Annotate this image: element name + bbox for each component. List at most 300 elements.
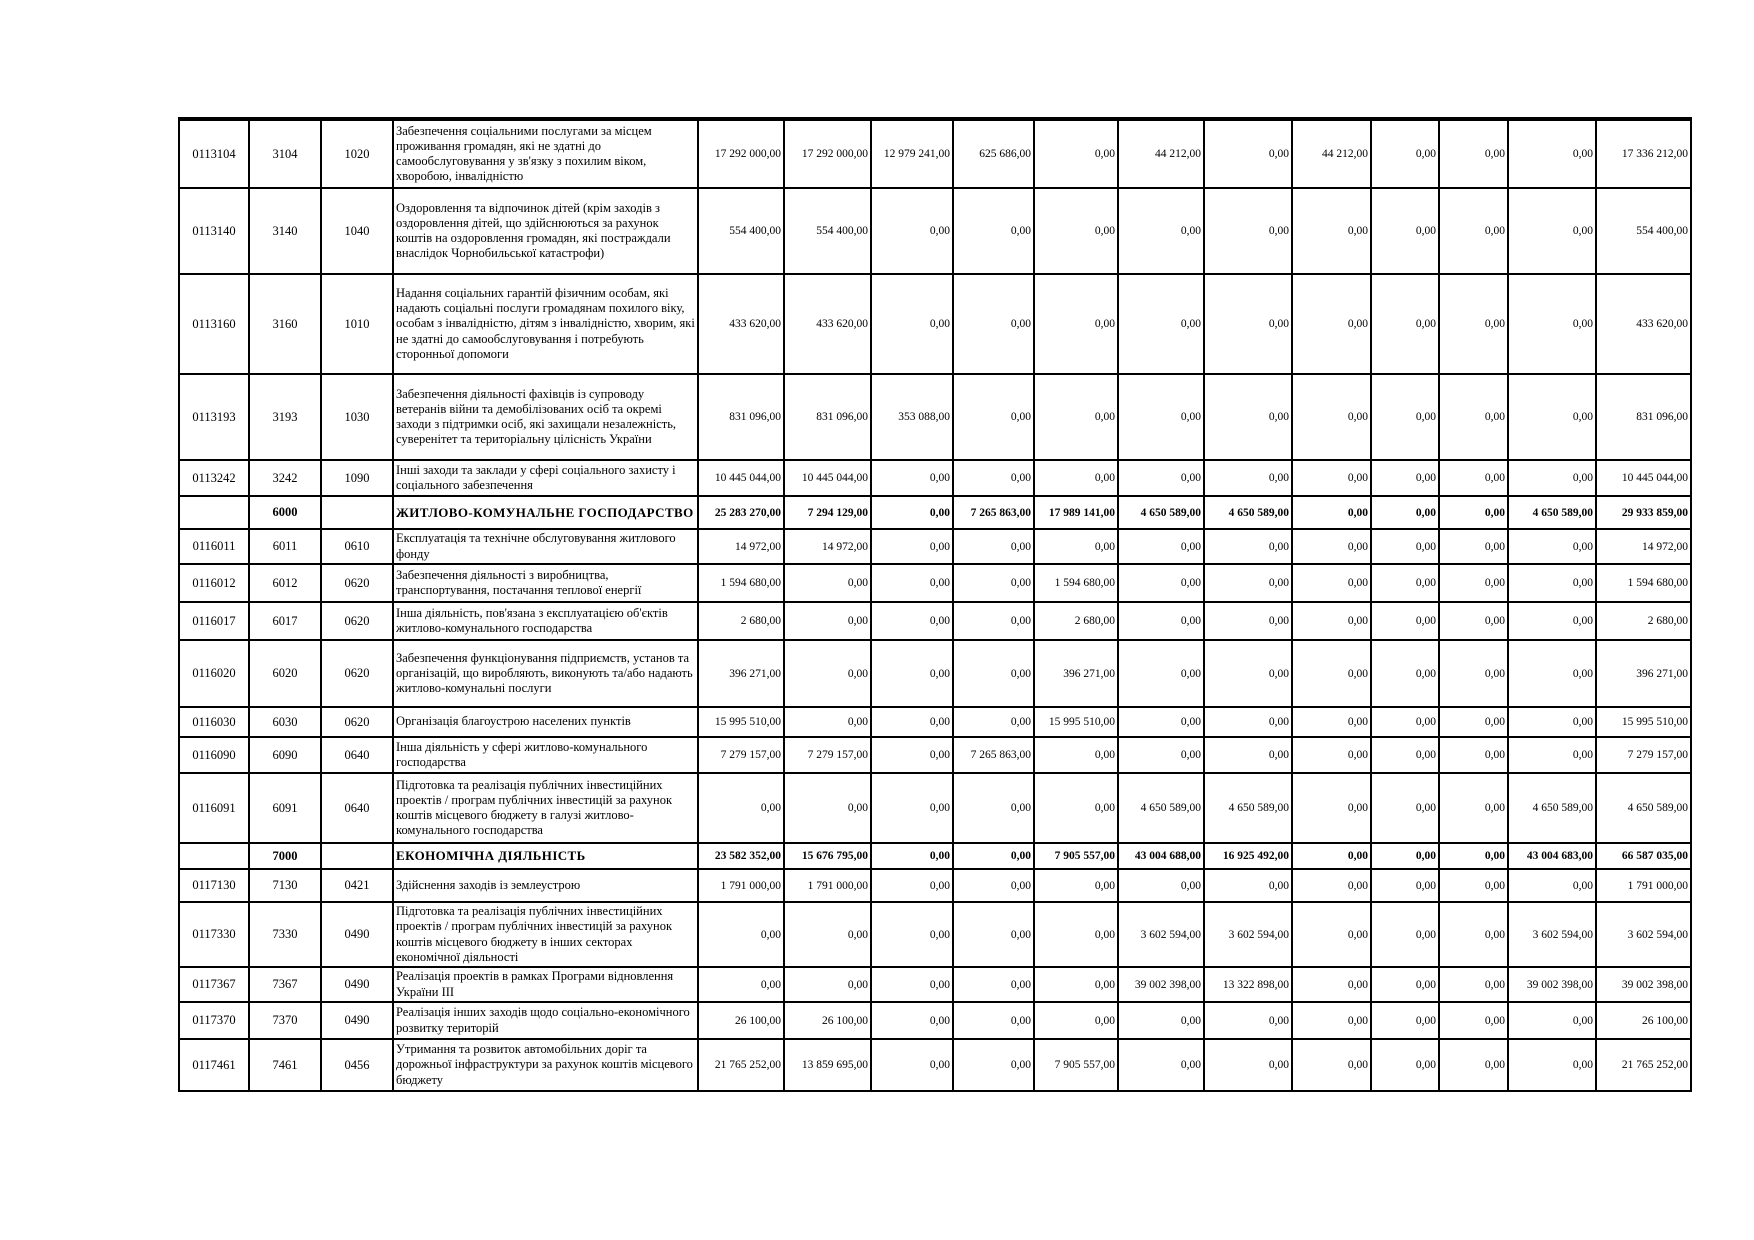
amount-cell: 0,00 (1118, 374, 1204, 460)
fk-code-cell: 1020 (321, 119, 393, 188)
amount-cell: 0,00 (1204, 737, 1292, 773)
amount-cell: 1 791 000,00 (698, 869, 784, 902)
amount-cell: 43 004 683,00 (1508, 843, 1596, 869)
table-row (179, 460, 1691, 496)
amount-cell: 10 445 044,00 (1596, 460, 1691, 496)
amount-cell: 1 791 000,00 (784, 869, 871, 902)
amount-cell: 0,00 (953, 1002, 1034, 1039)
amount-cell: 15 676 795,00 (784, 843, 871, 869)
amount-cell: 831 096,00 (1596, 374, 1691, 460)
amount-cell: 0,00 (953, 374, 1034, 460)
table-row (179, 737, 1691, 773)
amount-cell: 0,00 (784, 707, 871, 737)
amount-cell: 1 594 680,00 (1596, 564, 1691, 602)
program-name-cell: Забезпечення функціонування підприємств, установ та організацій, що виробляють, виконують та/або надають житлово-комунальні послуги (393, 640, 698, 707)
amount-cell: 0,00 (1292, 602, 1371, 640)
amount-cell: 0,00 (1371, 460, 1439, 496)
amount-cell: 0,00 (784, 902, 871, 967)
table-row (179, 640, 1691, 707)
amount-cell: 0,00 (1118, 460, 1204, 496)
tpkvk-code-cell: 6020 (249, 640, 321, 707)
table-row (179, 529, 1691, 564)
amount-cell: 43 004 688,00 (1118, 843, 1204, 869)
tpkvk-code-cell: 6000 (249, 496, 321, 529)
program-code-cell: 0117130 (179, 869, 249, 902)
amount-cell: 0,00 (698, 967, 784, 1002)
amount-cell: 0,00 (871, 274, 953, 374)
fk-code-cell: 1040 (321, 188, 393, 274)
amount-cell: 44 212,00 (1118, 119, 1204, 188)
amount-cell: 7 265 863,00 (953, 496, 1034, 529)
amount-cell: 0,00 (871, 602, 953, 640)
program-name-cell: Реалізація проектів в рамках Програми відновлення України ІІІ (393, 967, 698, 1002)
amount-cell: 0,00 (1118, 274, 1204, 374)
amount-cell: 0,00 (1508, 737, 1596, 773)
amount-cell: 0,00 (1292, 496, 1371, 529)
amount-cell: 0,00 (1371, 967, 1439, 1002)
fk-code-cell: 0610 (321, 529, 393, 564)
amount-cell: 4 650 589,00 (1204, 496, 1292, 529)
amount-cell: 26 100,00 (698, 1002, 784, 1039)
program-name-cell: Забезпечення діяльності фахівців із супроводу ветеранів війни та демобілізованих осіб та окремі заходи з підтримки осіб, які захищали незалежність, суверенітет та територіальну цілісність України (393, 374, 698, 460)
program-code-cell (179, 496, 249, 529)
amount-cell: 0,00 (1204, 119, 1292, 188)
tpkvk-code-cell: 7370 (249, 1002, 321, 1039)
amount-cell: 0,00 (871, 1002, 953, 1039)
amount-cell: 0,00 (1371, 188, 1439, 274)
amount-cell: 0,00 (1371, 602, 1439, 640)
amount-cell: 7 279 157,00 (784, 737, 871, 773)
amount-cell: 0,00 (1204, 602, 1292, 640)
amount-cell: 0,00 (1292, 773, 1371, 843)
amount-cell: 0,00 (1439, 640, 1508, 707)
amount-cell: 3 602 594,00 (1596, 902, 1691, 967)
amount-cell: 0,00 (1371, 707, 1439, 737)
amount-cell: 0,00 (871, 188, 953, 274)
amount-cell: 0,00 (1371, 529, 1439, 564)
tpkvk-code-cell: 6011 (249, 529, 321, 564)
amount-cell: 0,00 (1508, 1039, 1596, 1091)
amount-cell: 0,00 (1439, 967, 1508, 1002)
amount-cell: 396 271,00 (698, 640, 784, 707)
amount-cell: 0,00 (953, 188, 1034, 274)
amount-cell: 0,00 (1371, 1002, 1439, 1039)
amount-cell: 0,00 (1292, 374, 1371, 460)
amount-cell: 7 905 557,00 (1034, 1039, 1118, 1091)
tpkvk-code-cell: 7367 (249, 967, 321, 1002)
amount-cell: 4 650 589,00 (1118, 496, 1204, 529)
amount-cell: 0,00 (1292, 869, 1371, 902)
amount-cell: 17 292 000,00 (784, 119, 871, 188)
program-name-cell: Інша діяльність у сфері житлово-комунального господарства (393, 737, 698, 773)
amount-cell: 554 400,00 (784, 188, 871, 274)
amount-cell: 0,00 (1292, 188, 1371, 274)
amount-cell: 14 972,00 (698, 529, 784, 564)
program-name-cell: ЕКОНОМІЧНА ДІЯЛЬНІСТЬ (393, 843, 698, 869)
amount-cell: 0,00 (871, 564, 953, 602)
amount-cell: 0,00 (1439, 1039, 1508, 1091)
amount-cell: 21 765 252,00 (698, 1039, 784, 1091)
amount-cell: 4 650 589,00 (1596, 773, 1691, 843)
amount-cell: 0,00 (784, 640, 871, 707)
amount-cell: 0,00 (1508, 707, 1596, 737)
tpkvk-code-cell: 7461 (249, 1039, 321, 1091)
amount-cell: 25 283 270,00 (698, 496, 784, 529)
amount-cell: 0,00 (1439, 773, 1508, 843)
program-code-cell: 0113160 (179, 274, 249, 374)
amount-cell: 14 972,00 (784, 529, 871, 564)
program-name-cell: Оздоровлення та відпочинок дітей (крім заходів з оздоровлення дітей, що здійснюються за рахунок коштів на оздоровлення громадян, які постраждали внаслідок Чорнобильської катастрофи) (393, 188, 698, 274)
program-name-cell: Організація благоустрою населених пунктів (393, 707, 698, 737)
amount-cell: 0,00 (1439, 496, 1508, 529)
amount-cell: 0,00 (1439, 737, 1508, 773)
tpkvk-code-cell: 6030 (249, 707, 321, 737)
amount-cell: 0,00 (1439, 564, 1508, 602)
amount-cell: 433 620,00 (698, 274, 784, 374)
amount-cell: 39 002 398,00 (1118, 967, 1204, 1002)
program-name-cell: Здійснення заходів із землеустрою (393, 869, 698, 902)
amount-cell: 0,00 (1508, 188, 1596, 274)
amount-cell: 16 925 492,00 (1204, 843, 1292, 869)
amount-cell: 10 445 044,00 (784, 460, 871, 496)
amount-cell: 0,00 (1292, 460, 1371, 496)
program-name-cell: Забезпечення діяльності з виробництва, транспортування, постачання теплової енергії (393, 564, 698, 602)
fk-code-cell: 0640 (321, 737, 393, 773)
amount-cell: 0,00 (953, 529, 1034, 564)
amount-cell: 0,00 (1508, 869, 1596, 902)
fk-code-cell (321, 843, 393, 869)
program-code-cell: 0117370 (179, 1002, 249, 1039)
program-code-cell: 0116017 (179, 602, 249, 640)
amount-cell: 0,00 (1118, 737, 1204, 773)
amount-cell: 7 265 863,00 (953, 737, 1034, 773)
amount-cell: 3 602 594,00 (1204, 902, 1292, 967)
amount-cell: 0,00 (1292, 274, 1371, 374)
amount-cell: 0,00 (698, 773, 784, 843)
program-code-cell: 0116012 (179, 564, 249, 602)
amount-cell: 0,00 (1439, 460, 1508, 496)
program-name-cell: Підготовка та реалізація публічних інвестиційних проектів / програм публічних інвестицій за рахунок коштів місцевого бюджету в інших секторах економічної діяльності (393, 902, 698, 967)
amount-cell: 0,00 (871, 737, 953, 773)
tpkvk-code-cell: 7000 (249, 843, 321, 869)
amount-cell: 0,00 (1371, 902, 1439, 967)
amount-cell: 0,00 (1439, 902, 1508, 967)
amount-cell: 0,00 (1439, 188, 1508, 274)
amount-cell: 0,00 (1118, 529, 1204, 564)
fk-code-cell: 1030 (321, 374, 393, 460)
program-name-cell: ЖИТЛОВО-КОМУНАЛЬНЕ ГОСПОДАРСТВО (393, 496, 698, 529)
program-name-cell: Утримання та розвиток автомобільних доріг та дорожньої інфраструктури за рахунок коштів місцевого бюджету (393, 1039, 698, 1091)
amount-cell: 0,00 (1034, 737, 1118, 773)
program-code-cell: 0113104 (179, 119, 249, 188)
amount-cell: 0,00 (1439, 119, 1508, 188)
amount-cell: 0,00 (1508, 564, 1596, 602)
amount-cell: 0,00 (1204, 188, 1292, 274)
amount-cell: 0,00 (784, 564, 871, 602)
amount-cell: 0,00 (698, 902, 784, 967)
amount-cell: 0,00 (1439, 869, 1508, 902)
amount-cell: 2 680,00 (698, 602, 784, 640)
amount-cell: 0,00 (953, 843, 1034, 869)
amount-cell: 44 212,00 (1292, 119, 1371, 188)
amount-cell: 0,00 (871, 707, 953, 737)
amount-cell: 0,00 (1204, 640, 1292, 707)
amount-cell: 4 650 589,00 (1118, 773, 1204, 843)
amount-cell: 0,00 (953, 460, 1034, 496)
amount-cell: 0,00 (1034, 773, 1118, 843)
amount-cell: 0,00 (953, 967, 1034, 1002)
amount-cell: 0,00 (1371, 274, 1439, 374)
amount-cell: 0,00 (1118, 564, 1204, 602)
amount-cell: 0,00 (1371, 640, 1439, 707)
amount-cell: 13 859 695,00 (784, 1039, 871, 1091)
amount-cell: 0,00 (1508, 119, 1596, 188)
amount-cell: 0,00 (1439, 274, 1508, 374)
tpkvk-code-cell: 3242 (249, 460, 321, 496)
amount-cell: 15 995 510,00 (1596, 707, 1691, 737)
program-code-cell: 0116030 (179, 707, 249, 737)
tpkvk-code-cell: 7330 (249, 902, 321, 967)
amount-cell: 0,00 (1371, 843, 1439, 869)
tpkvk-code-cell: 3140 (249, 188, 321, 274)
tpkvk-code-cell: 6091 (249, 773, 321, 843)
amount-cell: 0,00 (1034, 902, 1118, 967)
section-total-row (179, 843, 1691, 869)
amount-cell: 0,00 (1118, 602, 1204, 640)
table-body (179, 119, 1691, 1091)
program-code-cell: 0117330 (179, 902, 249, 967)
amount-cell: 0,00 (1204, 460, 1292, 496)
program-name-cell: Підготовка та реалізація публічних інвестиційних проектів / програм публічних інвестицій за рахунок коштів місцевого бюджету в галузі житлово-комунального господарства (393, 773, 698, 843)
amount-cell: 0,00 (953, 707, 1034, 737)
amount-cell: 433 620,00 (1596, 274, 1691, 374)
amount-cell: 1 594 680,00 (1034, 564, 1118, 602)
amount-cell: 0,00 (1034, 1002, 1118, 1039)
amount-cell: 4 650 589,00 (1508, 773, 1596, 843)
amount-cell: 7 279 157,00 (1596, 737, 1691, 773)
fk-code-cell: 0421 (321, 869, 393, 902)
budget-table (178, 117, 1692, 1092)
amount-cell: 0,00 (1204, 274, 1292, 374)
amount-cell: 0,00 (871, 529, 953, 564)
amount-cell: 0,00 (1292, 737, 1371, 773)
amount-cell: 26 100,00 (1596, 1002, 1691, 1039)
amount-cell: 0,00 (953, 869, 1034, 902)
amount-cell: 7 294 129,00 (784, 496, 871, 529)
table-row (179, 274, 1691, 374)
amount-cell: 12 979 241,00 (871, 119, 953, 188)
amount-cell: 0,00 (871, 967, 953, 1002)
amount-cell: 0,00 (1204, 374, 1292, 460)
amount-cell: 0,00 (1034, 188, 1118, 274)
amount-cell: 0,00 (1034, 529, 1118, 564)
amount-cell: 0,00 (1118, 707, 1204, 737)
amount-cell: 554 400,00 (1596, 188, 1691, 274)
amount-cell: 0,00 (1371, 564, 1439, 602)
amount-cell: 0,00 (1371, 1039, 1439, 1091)
table-row (179, 869, 1691, 902)
amount-cell: 66 587 035,00 (1596, 843, 1691, 869)
tpkvk-code-cell: 3193 (249, 374, 321, 460)
amount-cell: 0,00 (1371, 869, 1439, 902)
amount-cell: 7 905 557,00 (1034, 843, 1118, 869)
tpkvk-code-cell: 6012 (249, 564, 321, 602)
amount-cell: 0,00 (1204, 529, 1292, 564)
amount-cell: 0,00 (1204, 1039, 1292, 1091)
amount-cell: 0,00 (784, 773, 871, 843)
amount-cell: 0,00 (1204, 869, 1292, 902)
amount-cell: 0,00 (871, 640, 953, 707)
program-name-cell: Забезпечення соціальними послугами за місцем проживання громадян, які не здатні до самообслуговування у зв'язку з похилим віком, хворобою, інвалідністю (393, 119, 698, 188)
amount-cell: 0,00 (1508, 374, 1596, 460)
table-row (179, 188, 1691, 274)
amount-cell: 0,00 (1204, 707, 1292, 737)
amount-cell: 831 096,00 (784, 374, 871, 460)
fk-code-cell: 0456 (321, 1039, 393, 1091)
amount-cell: 15 995 510,00 (1034, 707, 1118, 737)
tpkvk-code-cell: 6017 (249, 602, 321, 640)
amount-cell: 1 791 000,00 (1596, 869, 1691, 902)
amount-cell: 0,00 (871, 902, 953, 967)
amount-cell: 433 620,00 (784, 274, 871, 374)
amount-cell: 0,00 (1292, 843, 1371, 869)
amount-cell: 0,00 (1034, 967, 1118, 1002)
amount-cell: 17 989 141,00 (1034, 496, 1118, 529)
tpkvk-code-cell: 3160 (249, 274, 321, 374)
amount-cell: 23 582 352,00 (698, 843, 784, 869)
amount-cell: 0,00 (1292, 1002, 1371, 1039)
amount-cell: 0,00 (953, 274, 1034, 374)
program-code-cell: 0113140 (179, 188, 249, 274)
fk-code-cell: 0620 (321, 707, 393, 737)
amount-cell: 0,00 (784, 967, 871, 1002)
amount-cell: 396 271,00 (1596, 640, 1691, 707)
amount-cell: 0,00 (953, 602, 1034, 640)
amount-cell: 0,00 (1204, 564, 1292, 602)
amount-cell: 0,00 (1439, 529, 1508, 564)
amount-cell: 0,00 (871, 869, 953, 902)
amount-cell: 554 400,00 (698, 188, 784, 274)
amount-cell: 0,00 (784, 602, 871, 640)
amount-cell: 0,00 (1292, 1039, 1371, 1091)
amount-cell: 0,00 (1204, 1002, 1292, 1039)
program-code-cell: 0116011 (179, 529, 249, 564)
amount-cell: 3 602 594,00 (1118, 902, 1204, 967)
amount-cell: 15 995 510,00 (698, 707, 784, 737)
amount-cell: 7 279 157,00 (698, 737, 784, 773)
fk-code-cell: 0640 (321, 773, 393, 843)
table-row (179, 967, 1691, 1002)
fk-code-cell: 0620 (321, 602, 393, 640)
tpkvk-code-cell: 7130 (249, 869, 321, 902)
program-code-cell: 0116091 (179, 773, 249, 843)
amount-cell: 2 680,00 (1034, 602, 1118, 640)
table-row (179, 564, 1691, 602)
amount-cell: 353 088,00 (871, 374, 953, 460)
fk-code-cell (321, 496, 393, 529)
table-row (179, 773, 1691, 843)
amount-cell: 0,00 (871, 496, 953, 529)
amount-cell: 14 972,00 (1596, 529, 1691, 564)
amount-cell: 0,00 (1292, 707, 1371, 737)
program-name-cell: Інші заходи та заклади у сфері соціального захисту і соціального забезпечення (393, 460, 698, 496)
amount-cell: 0,00 (871, 460, 953, 496)
amount-cell: 0,00 (1508, 1002, 1596, 1039)
amount-cell: 0,00 (1292, 967, 1371, 1002)
amount-cell: 0,00 (1034, 374, 1118, 460)
amount-cell: 17 336 212,00 (1596, 119, 1691, 188)
program-code-cell: 0116090 (179, 737, 249, 773)
program-code-cell: 0113242 (179, 460, 249, 496)
program-code-cell: 0117461 (179, 1039, 249, 1091)
amount-cell: 0,00 (871, 843, 953, 869)
amount-cell: 0,00 (953, 773, 1034, 843)
fk-code-cell: 0620 (321, 640, 393, 707)
amount-cell: 0,00 (1118, 869, 1204, 902)
amount-cell: 21 765 252,00 (1596, 1039, 1691, 1091)
amount-cell: 2 680,00 (1596, 602, 1691, 640)
amount-cell: 4 650 589,00 (1204, 773, 1292, 843)
table-row (179, 374, 1691, 460)
table-row (179, 1039, 1691, 1091)
amount-cell: 0,00 (1439, 707, 1508, 737)
fk-code-cell: 0490 (321, 967, 393, 1002)
amount-cell: 1 594 680,00 (698, 564, 784, 602)
amount-cell: 0,00 (1439, 374, 1508, 460)
amount-cell: 0,00 (1371, 737, 1439, 773)
tpkvk-code-cell: 3104 (249, 119, 321, 188)
amount-cell: 13 322 898,00 (1204, 967, 1292, 1002)
program-name-cell: Експлуатація та технічне обслуговування житлового фонду (393, 529, 698, 564)
amount-cell: 29 933 859,00 (1596, 496, 1691, 529)
fk-code-cell: 1090 (321, 460, 393, 496)
amount-cell: 0,00 (1371, 773, 1439, 843)
amount-cell: 0,00 (1508, 460, 1596, 496)
section-total-row (179, 496, 1691, 529)
amount-cell: 26 100,00 (784, 1002, 871, 1039)
table-row (179, 707, 1691, 737)
fk-code-cell: 1010 (321, 274, 393, 374)
amount-cell: 0,00 (1371, 119, 1439, 188)
amount-cell: 0,00 (1118, 188, 1204, 274)
program-code-cell: 0116020 (179, 640, 249, 707)
amount-cell: 0,00 (1439, 843, 1508, 869)
amount-cell: 831 096,00 (698, 374, 784, 460)
amount-cell: 0,00 (1508, 640, 1596, 707)
amount-cell: 0,00 (953, 902, 1034, 967)
program-name-cell: Інша діяльність, пов'язана з експлуатацією об'єктів житлово-комунального господарства (393, 602, 698, 640)
table-row (179, 1002, 1691, 1039)
program-code-cell: 0113193 (179, 374, 249, 460)
program-code-cell: 0117367 (179, 967, 249, 1002)
amount-cell: 0,00 (871, 773, 953, 843)
amount-cell: 625 686,00 (953, 119, 1034, 188)
amount-cell: 0,00 (1439, 1002, 1508, 1039)
amount-cell: 0,00 (871, 1039, 953, 1091)
amount-cell: 0,00 (1508, 274, 1596, 374)
amount-cell: 3 602 594,00 (1508, 902, 1596, 967)
amount-cell: 0,00 (1439, 602, 1508, 640)
amount-cell: 0,00 (1508, 529, 1596, 564)
amount-cell: 0,00 (1292, 529, 1371, 564)
amount-cell: 0,00 (1118, 1002, 1204, 1039)
amount-cell: 0,00 (953, 640, 1034, 707)
amount-cell: 0,00 (1508, 602, 1596, 640)
amount-cell: 0,00 (1371, 374, 1439, 460)
table-row (179, 602, 1691, 640)
amount-cell: 0,00 (953, 1039, 1034, 1091)
amount-cell: 10 445 044,00 (698, 460, 784, 496)
